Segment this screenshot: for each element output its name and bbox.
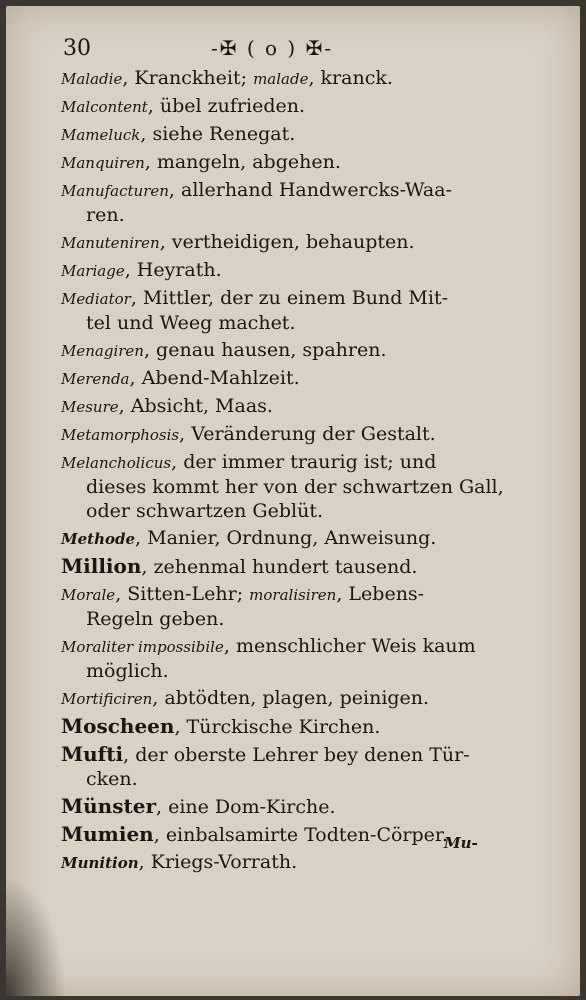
entry-separator: , bbox=[143, 339, 157, 361]
entry-definition: der oberste Lehrer bey denen Tür- bbox=[135, 744, 470, 766]
dictionary-entry bbox=[61, 686, 531, 711]
entry-term: Malcontent bbox=[61, 98, 148, 116]
entry-separator: , bbox=[152, 687, 165, 709]
entry-separator: , bbox=[141, 556, 154, 578]
entry-separator: , bbox=[140, 123, 153, 145]
entry-definition: genau hausen, spahren. bbox=[156, 339, 387, 361]
entry-term: Morale bbox=[61, 586, 116, 604]
dictionary-entries bbox=[61, 66, 531, 878]
entry-separator: , bbox=[122, 67, 135, 89]
entry-definition: Türckische Kirchen. bbox=[186, 716, 381, 738]
dictionary-entry bbox=[61, 258, 531, 283]
entry-term: Münster bbox=[61, 794, 156, 818]
entry-separator: , bbox=[223, 635, 236, 657]
entry-separator: , bbox=[144, 151, 157, 173]
entry-definition: Heyrath. bbox=[136, 259, 222, 281]
dictionary-entry bbox=[61, 714, 531, 739]
entry-definition: siehe Renegat. bbox=[152, 123, 296, 145]
entry-separator: , bbox=[174, 716, 187, 738]
entry-term: Mediator bbox=[61, 290, 131, 308]
entry-separator: , bbox=[159, 231, 172, 253]
entry-term: Methode bbox=[61, 530, 136, 548]
entry-definition: eine Dom-Kirche. bbox=[168, 796, 336, 818]
entry-definition: Kriegs-Vorrath. bbox=[150, 851, 298, 873]
entry-continuation: dieses kommt her von der schwartzen Gall, oder schwartzen Geblüt. bbox=[86, 476, 504, 522]
entry-continuation: Regeln geben. bbox=[86, 608, 225, 630]
entry-term: Million bbox=[61, 554, 142, 578]
entry-separator: , bbox=[135, 527, 148, 549]
entry-term: Moscheen bbox=[61, 714, 175, 738]
entry-definition: übel zufrieden. bbox=[159, 95, 306, 117]
entry-separator: , bbox=[168, 179, 182, 201]
dictionary-entry bbox=[61, 394, 531, 419]
header-ornament: -✠ ( o ) ✠- bbox=[211, 36, 334, 60]
entry-term: Munition bbox=[61, 854, 139, 872]
entry-separator: , bbox=[118, 395, 131, 417]
entry-definition: mangeln, abgehen. bbox=[156, 151, 341, 173]
entry-separator: , bbox=[130, 287, 143, 309]
entry-continuation: ren. bbox=[86, 204, 125, 226]
entry-term: Manuteniren bbox=[61, 234, 160, 252]
entry-continuation: cken. bbox=[86, 768, 138, 790]
entry-term: Metamorphosis bbox=[61, 426, 180, 444]
dictionary-entry bbox=[61, 554, 531, 579]
dictionary-entry bbox=[61, 230, 531, 255]
entry-separator: , bbox=[124, 259, 137, 281]
page-edge-shadow bbox=[6, 876, 66, 996]
book-page bbox=[6, 6, 580, 996]
page-number: 30 bbox=[63, 36, 91, 61]
dictionary-entry bbox=[61, 94, 531, 119]
dictionary-entry bbox=[61, 422, 531, 447]
entry-term: Mesure bbox=[61, 398, 119, 416]
entry-separator: , bbox=[129, 367, 142, 389]
dictionary-entry bbox=[61, 450, 531, 523]
entry-term: Moraliter impossibile bbox=[61, 638, 224, 656]
entry-definition: menschlicher Weis kaum bbox=[235, 635, 476, 657]
entry-continuation: tel und Weeg machet. bbox=[86, 312, 296, 334]
entry-definition: abtödten, plagen, peinigen. bbox=[164, 687, 430, 709]
dictionary-entry bbox=[61, 582, 531, 631]
dictionary-entry bbox=[61, 366, 531, 391]
entry-separator: , bbox=[171, 451, 184, 473]
entry-term-secondary: malade bbox=[253, 70, 309, 88]
entry-definition: vertheidigen, behaupten. bbox=[171, 231, 415, 253]
entry-term: Mortificiren bbox=[61, 690, 153, 708]
entry-term: Mumien bbox=[61, 822, 154, 846]
entry-definition: Manier, Ordnung, Anweisung. bbox=[147, 527, 437, 549]
dictionary-entry bbox=[61, 286, 531, 335]
dictionary-entry bbox=[61, 338, 531, 363]
dictionary-entry bbox=[61, 66, 531, 91]
dictionary-entry bbox=[61, 634, 531, 683]
entry-separator: , bbox=[138, 851, 151, 873]
entry-separator: , bbox=[155, 796, 169, 818]
entry-term: Mufti bbox=[61, 742, 124, 766]
entry-term: Manquiren bbox=[61, 154, 145, 172]
entry-term: Merenda bbox=[61, 370, 130, 388]
entry-definition: Sitten-Lehr; bbox=[127, 583, 250, 605]
entry-definition: zehenmal hundert tausend. bbox=[153, 556, 418, 578]
dictionary-entry bbox=[61, 150, 531, 175]
entry-definition: Mittler, der zu einem Bund Mit- bbox=[142, 287, 449, 309]
entry-separator: , bbox=[115, 583, 128, 605]
entry-term: Maladie bbox=[61, 70, 123, 88]
entry-separator: , bbox=[179, 423, 192, 445]
entry-definition-secondary: , kranck. bbox=[308, 67, 393, 89]
entry-definition: Absicht, Maas. bbox=[130, 395, 273, 417]
entry-continuation: möglich. bbox=[86, 660, 169, 682]
entry-definition: Veränderung der Gestalt. bbox=[191, 423, 436, 445]
dictionary-entry bbox=[61, 526, 531, 551]
entry-term: Mariage bbox=[61, 262, 125, 280]
dictionary-entry bbox=[61, 742, 531, 791]
dictionary-entry bbox=[61, 794, 531, 819]
entry-definition: allerhand Handwercks-Waa- bbox=[181, 179, 452, 201]
entry-separator: , bbox=[147, 95, 160, 117]
entry-definition: der immer traurig ist; und bbox=[183, 451, 437, 473]
dictionary-entry bbox=[61, 850, 531, 875]
entry-definition: einbalsamirte Todten-Cörper. bbox=[165, 824, 448, 846]
entry-definition: Kranckheit; bbox=[134, 67, 254, 89]
dictionary-entry bbox=[61, 178, 531, 227]
entry-term: Mameluck bbox=[61, 126, 141, 144]
entry-definition-secondary: , Lebens- bbox=[336, 583, 425, 605]
entry-term: Manufacturen bbox=[61, 182, 169, 200]
entry-separator: , bbox=[153, 824, 166, 846]
entry-definition: Abend-Mahlzeit. bbox=[141, 367, 300, 389]
dictionary-entry bbox=[61, 122, 531, 147]
entry-term-secondary: moralisiren bbox=[249, 586, 337, 604]
entry-separator: , bbox=[123, 744, 136, 766]
page-header bbox=[61, 36, 540, 64]
entry-term: Melancholicus bbox=[61, 454, 172, 472]
entry-term: Menagiren bbox=[61, 342, 144, 360]
catchword: Mu- bbox=[444, 834, 478, 852]
